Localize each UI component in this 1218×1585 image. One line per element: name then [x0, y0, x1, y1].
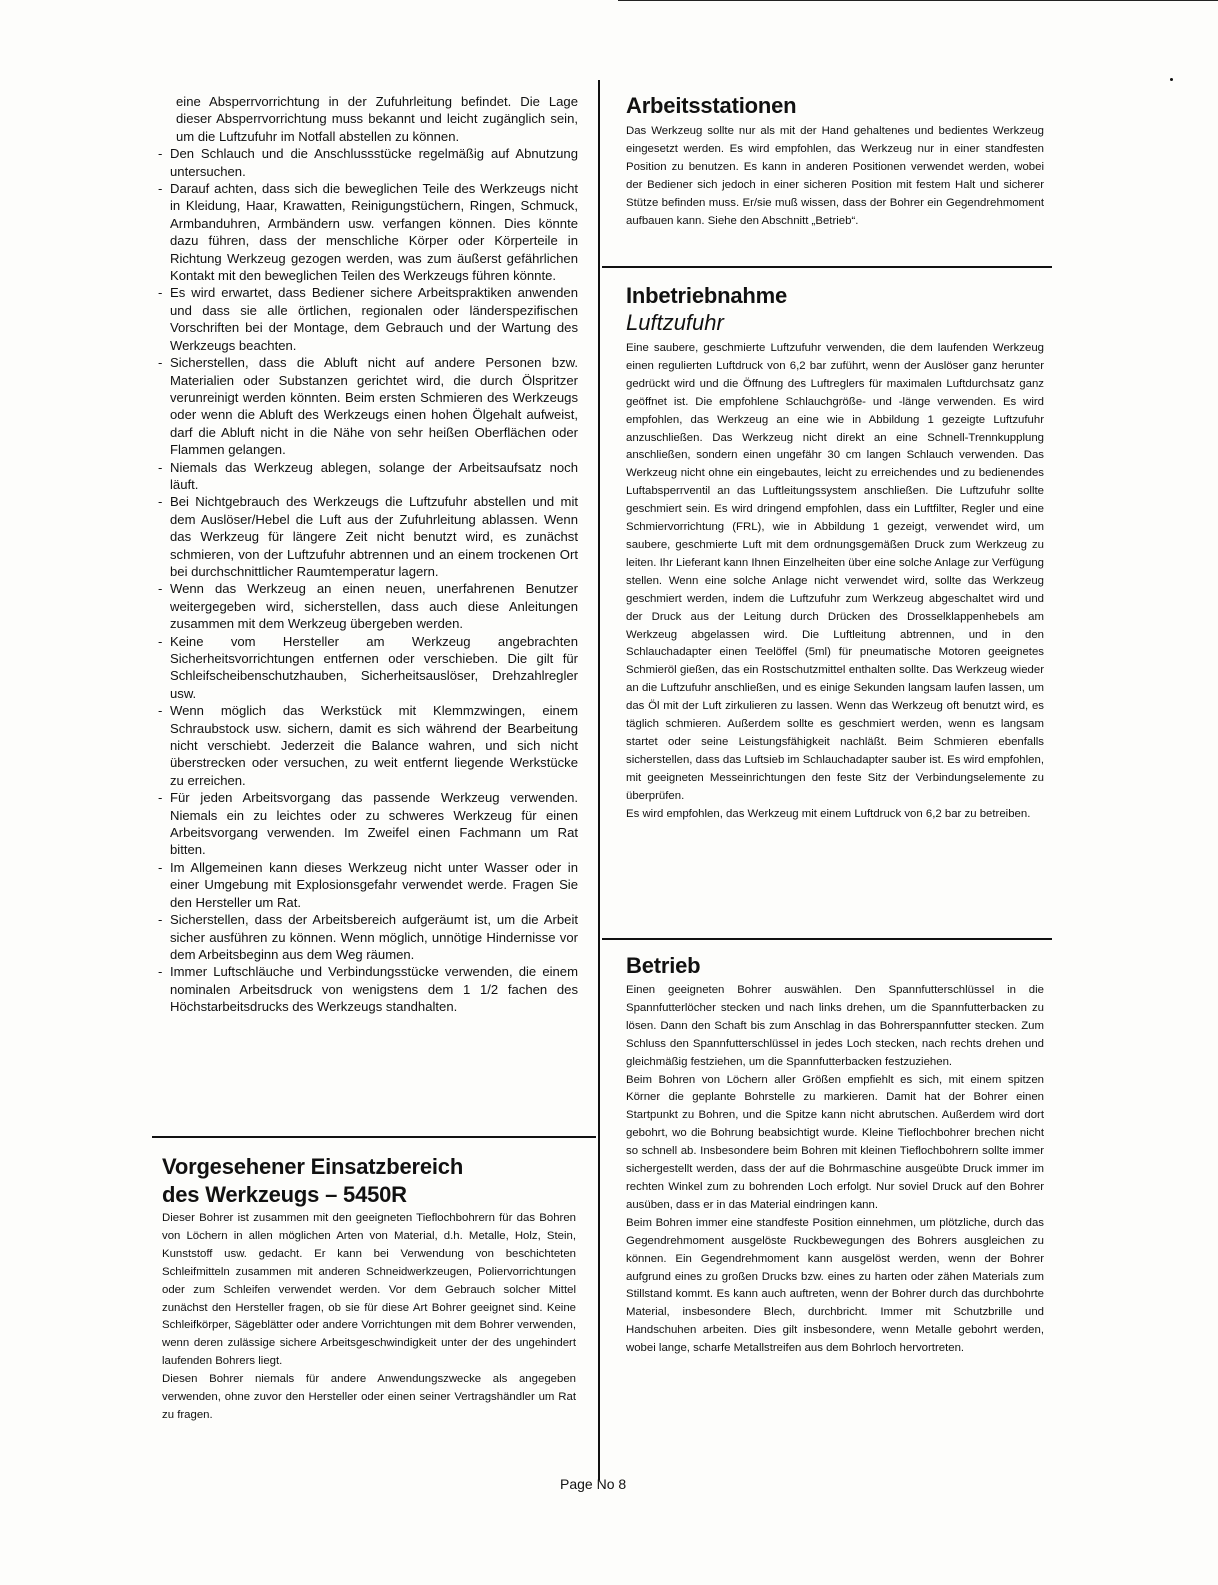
list-item — [158, 93, 578, 145]
paragraph: Das Werkzeug sollte nur als mit der Hand gehaltenes und bedientes Werkzeug eingesetzt werden. Es wird empfohlen, das Werkzeug nur in einer standfesten Position zu benutzen. Es kann in anderen Positionen verwendet werden, wobei der Bediener sich jedoch in einer sicheren Position mit festem Halt und sicherer Stütze befinden muss. Er/sie muß wissen, dass der Bohrer ein Gegendrehmoment aufbauen kann. Siehe den Abschnitt „Betrieb“. — [626, 125, 1044, 227]
list-item: - Keine vom Hersteller am Werkzeug angebrachten Sicherheitsvorrichtungen entfernen oder verschieben. Die gilt für Schleifscheibenschutzhauben, Sicherheitsauslöser, Drehzahlregler usw. — [158, 633, 578, 701]
paragraph: Es wird empfohlen, das Werkzeug mit einem Luftdruck von 6,2 bar zu betreiben. — [626, 807, 1031, 820]
section-rule — [602, 938, 1052, 940]
list-item: - Im Allgemeinen kann dieses Werkzeug nicht unter Wasser oder in einer Umgebung mit Explosionsgefahr verwendet werde. Fragen Sie den Hersteller um Rat. — [158, 859, 578, 910]
list-item-text: Wenn das Werkzeug an einen neuen, unerfahrenen Benutzer weitergegeben wird, sicherstellen, dass auch diese Anleitungen zusammen mit dem Werkzeug übergeben werden. — [170, 581, 578, 632]
list-item-text: Sicherstellen, dass der Arbeitsbereich aufgeräumt ist, um die Arbeit sicher ausführen zu können. Wenn möglich, unnötige Hindernisse vor dem Arbeitsbeginn aus dem Weg räumen. — [170, 912, 578, 962]
list-item: - Den Schlauch und die Anschlussstücke regelmäßig auf Abnutzung untersuchen. — [158, 146, 578, 179]
safety-list — [158, 93, 578, 1016]
list-item: - Bei Nichtgebrauch des Werkzeugs die Luftzufuhr abstellen und mit dem Auslöser/Hebel die Luft aus der Zufuhrleitung ablassen. Wenn das Werkzeug für längere Zeit nicht benutzt wird, es zunächst schmieren, von der Luftzufuhr abtrennen und an einem trockenen Ort bei durchschnittlicher Raumtemperatur lagern. — [158, 494, 578, 579]
section-rule — [602, 266, 1052, 268]
speck-mark — [1170, 78, 1173, 81]
list-item-text: Im Allgemeinen kann dieses Werkzeug nicht unter Wasser oder in einer Umgebung mit Explosionsgefahr verwendet werde. Fragen Sie den Hersteller um Rat. — [170, 859, 578, 910]
paragraph: Beim Bohren von Löchern aller Größen empfiehlt es sich, mit einem spitzen Körner die geplante Bohrstelle zu markieren. Damit hat der Bohrer einen Startpunkt zu Bohren, und die Spitze kann nicht abrutschen. Außerdem wird dort gebohrt, wo die Bohrung beabsichtigt wurde. Kleine Tieflochbohrer brechen nicht so schnell ab. Insbesondere beim Bohren mit kleinen Tieflochbohrern sollte immer sichergestellt werden, dass der auf die Bohrmaschine ausgeübte Druck immer im rechten Winkel zum zu bohrenden Loch erfolgt. Nur soviel Druck auf den Bohrer ausüben, dass er in das Material eindringen kann. — [626, 1073, 1044, 1211]
list-item: - Sicherstellen, dass der Arbeitsbereich aufgeräumt ist, um die Arbeit sicher ausführen zu können. Wenn möglich, unnötige Hindernisse vor dem Arbeitsbeginn aus dem Weg räumen. — [158, 912, 578, 962]
list-item-text: Für jeden Arbeitsvorgang das passende Werkzeug verwenden. Niemals ein zu leichtes oder zu schweres Werkzeug für einen Arbeitsvorgang verwenden. Im Zweifel einen Fachmann um Rat bitten. — [170, 790, 578, 858]
list-item: - Sicherstellen, dass die Abluft nicht auf andere Personen bzw. Materialien oder Substanzen gerichtet wird, die durch Ölspritzer verunreinigt werden könnten. Beim ersten Schmieren des Werkzeugs oder wenn die Abluft des Werkzeugs einen hohen Ölgehalt aufweist, darf die Abluft nicht in die Nähe von sehr heißen Oberflächen oder Flammen gelangen. — [158, 355, 578, 458]
section-einsatzbereich — [162, 1153, 576, 1425]
list-item-text: Es wird erwartet, dass Bediener sichere Arbeitspraktiken anwenden und dass sie alle örtlichen, regionalen oder länderspezifischen Vorschriften bei der Montage, dem Gebrauch und der Wartung des Werkzeugs beachten. — [170, 285, 578, 353]
list-item: - Darauf achten, dass sich die beweglichen Teile des Werkzeugs nicht in Kleidung, Haar, Krawatten, Reinigungstüchern, Ringen, Schmuck, Armbanduhren, Armbändern usw. verfangen können. Dies könnte dazu führen, dass der menschliche Körper oder Körperteile in Richtung Werkzeug gezogen werden, was zum äußerst gefährlichen Kontakt mit den beweglichen Teilen des Werkzeugs führen könnte. — [158, 181, 578, 284]
list-item-text: Niemals das Werkzeug ablegen, solange der Arbeitsaufsatz noch läuft. — [170, 459, 578, 492]
list-item: - Wenn das Werkzeug an einen neuen, unerfahrenen Benutzer weitergegeben wird, sicherstellen, dass auch diese Anleitungen zusammen mit dem Werkzeug übergeben werden. — [158, 581, 578, 632]
section-title: Arbeitsstationen — [626, 93, 797, 118]
paragraph: Dieser Bohrer ist zusammen mit den geeigneten Tieflochbohrern für das Bohren von Löchern in allen möglichen Arten von Material, d.h. Metalle, Holz, Stein, Kunststoff usw. gedacht. Er kann bei Verwendung von beschichteten Schleifmitteln zusammen mit anderen Schneidwerkzeugen, Poliervorrichtungen oder zum Schleifen verwendet werden. Vor dem Gebrauch solcher Mittel zunächst den Hersteller fragen, ob sie für diese Art Bohrer geeignet sind. Keine Schleifkörper, Sägeblätter oder andere Vorrichtungen mit dem Bohrer verwenden, wenn deren zulässige sichere Arbeitsgeschwindigkeit unter der des ungehindert laufenden Bohrers liegt. — [162, 1212, 576, 1368]
list-item: - Es wird erwartet, dass Bediener sichere Arbeitspraktiken anwenden und dass sie alle örtlichen, regionalen oder länderspezifischen Vorschriften bei der Montage, dem Gebrauch und der Wartung des Werkzeugs beachten. — [158, 285, 578, 353]
list-item: - Immer Luftschläuche und Verbindungsstücke verwenden, die einem nominalen Arbeitsdruck von wenigstens dem 1 1/2 fachen des Höchstarbeitsdrucks des Werkzeugs standhalten. — [158, 964, 578, 1015]
section-arbeitsstationen — [626, 92, 1044, 230]
section-inbetriebnahme — [626, 282, 1044, 823]
list-item-text: Wenn möglich das Werkstück mit Klemmzwingen, einem Schraubstock usw. sichern, damit es sich während der Bearbeitung nicht verschiebt. Jederzeit die Balance wahren, und sich nicht überstrecken oder versuchen, zu weit entfernt liegende Werkstücke zu erreichen. — [170, 703, 578, 788]
left-column — [158, 93, 578, 1016]
paragraph: Eine saubere, geschmierte Luftzufuhr verwenden, die dem laufenden Werkzeug einen regulierten Luftdruck von 6,2 bar zuführt, wenn der Auslöser ganz herunter gedrückt wird und die Öffnung des Luftreglers für maximalen Luftdurchsatz ganz geöffnet ist. Die empfohlene Schlauchgröße- und -länge verwenden. Es wird empfohlen, das Werkzeug an eine wie in Abbildung 1 gezeigte Luftzufuhr anzuschließen. Das Werkzeug nicht direkt an eine Schnell-Trennkupplung anschließen, sondern einen ungefähr 30 cm langen Schlauch verwenden. Das Werkzeug nicht ohne ein eingebautes, leicht zu erreichendes und zu bedienendes Luftabsperrventil an das Luftleitungssystem anschließen. Die Luftzufuhr sollte geschmiert sein. Es wird dringend empfohlen, dass ein Luftfilter, Regler und eine Schmiervorrichtung (FRL), wie in Abbildung 1 gezeigt, verwendet wird, um saubere, geschmierte Luft mit dem ordnungsgemäßen Druck zum Werkzeug zu leiten. Ihr Lieferant kann Ihnen Einzelheiten über eine solche Anlage zur Verfügung stellen. Wenn eine solche Anlage nicht verwendet wird, sollte das Werkzeug geschmiert werden, indem die Luftzufuhr zum Werkzeug abgeschaltet wird und der Druck aus der Leitung durch Drücken des Drosselklappenhebels am Werkzeug abgelassen wird. Die Luftleitung abtrennen, und in den Schlauchadapter einen Teelöffel (5ml) für pneumatische Motoren geeignetes Schmieröl gießen, das ein Rostschutzmittel enthalten sollte. Das Werkzeug wieder an die Luftzufuhr anschließen, und es einige Sekunden langsam laufen lassen, um das Öl mit der Luft zirkulieren zu lassen. Wenn das Werkzeug oft benutzt wird, es täglich schmieren. Außerdem sollte es geschmiert werden, wenn es langsam startet oder seine Leistungsfähigkeit nachläßt. Beim Schmieren ebenfalls sicherstellen, dass das Luftsieb im Schlauchadapter sauber ist. Es wird empfohlen, mit geeigneten Messeinrichtungen den feste Sitz der Verbindungselemente zu überprüfen. — [626, 342, 1044, 802]
section-betrieb — [626, 952, 1044, 1358]
list-item: - Niemals das Werkzeug ablegen, solange der Arbeitsaufsatz noch läuft. — [158, 459, 578, 492]
section-rule — [152, 1136, 596, 1138]
list-item: - Für jeden Arbeitsvorgang das passende Werkzeug verwenden. Niemals ein zu leichtes oder zu schweres Werkzeug für einen Arbeitsvorgang verwenden. Im Zweifel einen Fachmann um Rat bitten. — [158, 790, 578, 858]
paragraph: Beim Bohren immer eine standfeste Position einnehmen, um plötzliche, durch das Gegendrehmoment ausgelöste Ruckbewegungen des Bohrers ausgleichen zu können. Ein Gegendrehmoment kann ausgelöst werden, wenn der Bohrer aufgrund eines zu großen Drucks bzw. eines zu harten oder zähen Materials zum Stillstand kommt. Es kann auch auftreten, wenn der Bohrer durch das durchbohrte Material, insbesondere Blech, durchbricht. Immer mit Schutzbrille und Handschuhen arbeiten. Dies gilt insbesondere, wenn Metalle gebohrt werden, wobei lange, scharfe Metallstreifen aus dem Bohrloch hervortreten. — [626, 1216, 1044, 1355]
paragraph: Diesen Bohrer niemals für andere Anwendungszwecke als angegeben verwenden, ohne zuvor den Hersteller oder einen seiner Vertragshändler um Rat zu fragen. — [162, 1373, 576, 1421]
column-divider — [598, 80, 600, 1480]
list-item-text: Bei Nichtgebrauch des Werkzeugs die Luftzufuhr abstellen und mit dem Auslöser/Hebel die Luft aus der Zufuhrleitung ablassen. Wenn das Werkzeug für längere Zeit nicht benutzt wird, es zunächst schmieren, von der Luftzufuhr abtrennen und an einem trockenen Ort bei durchschnittlicher Raumtemperatur lagern. — [170, 494, 578, 579]
list-item-text: Keine vom Hersteller am Werkzeug angebrachten Sicherheitsvorrichtungen entfernen oder verschieben. Die gilt für Schleifscheibenschutzhauben, Sicherheitsauslöser, Drehzahlregler usw. — [170, 633, 578, 701]
list-item: - Wenn möglich das Werkstück mit Klemmzwingen, einem Schraubstock usw. sichern, damit es sich während der Bearbeitung nicht verschiebt. Jederzeit die Balance wahren, und sich nicht überstrecken oder versuchen, zu weit entfernt liegende Werkstücke zu erreichen. — [158, 703, 578, 788]
list-item-text: eine Absperrvorrichtung in der Zufuhrleitung befindet. Die Lage dieser Absperrvorrichtung muss bekannt und leicht zugänglich sein, um die Luftzufuhr im Notfall abstellen zu können. — [176, 94, 578, 144]
list-item-text: Den Schlauch und die Anschlussstücke regelmäßig auf Abnutzung untersuchen. — [170, 146, 578, 179]
list-item-text: Sicherstellen, dass die Abluft nicht auf andere Personen bzw. Materialien oder Substanzen gerichtet wird, die durch Ölspritzer verunreinigt werden könnten. Beim ersten Schmieren des Werkzeugs oder wenn die Abluft des Werkzeugs einen hohen Ölgehalt aufweist, darf die Abluft nicht in die Nähe von sehr heißen Oberflächen oder Flammen gelangen. — [170, 355, 578, 458]
section-title: Betrieb — [626, 953, 701, 978]
top-rule — [618, 0, 1218, 1]
list-item-text: Immer Luftschläuche und Verbindungsstücke verwenden, die einem nominalen Arbeitsdruck von wenigstens dem 1 1/2 fachen des Höchstarbeitsdrucks des Werkzeugs standhalten. — [170, 964, 578, 1015]
list-item-text: Darauf achten, dass sich die beweglichen Teile des Werkzeugs nicht in Kleidung, Haar, Krawatten, Reinigungstüchern, Ringen, Schmuck, Armbanduhren, Armbändern usw. verfangen können. Dies könnte dazu führen, dass der menschliche Körper oder Körperteile in Richtung Werkzeug gezogen werden, was zum äußerst gefährlichen Kontakt mit den beweglichen Teilen des Werkzeugs führen könnte. — [170, 181, 578, 284]
section-title: Vorgesehener Einsatzbereich des Werkzeugs – 5450R — [162, 1154, 464, 1207]
paragraph: Einen geeigneten Bohrer auswählen. Den Spannfutterschlüssel in die Spannfutterlöcher stecken und nach links drehen, um die Spannfutterbacken zu lösen. Dann den Schaft bis zum Anschlag in das Bohrerspannfutter stecken. Zum Schluss den Spannfutterschlüssel in jedes Loch stecken, nach rechts drehen und gleichmäßig festziehen, um die Spannfutterbacken festzuziehen. — [626, 984, 1044, 1068]
page-number: Page No 8 — [560, 1476, 627, 1492]
section-title: Inbetriebnahme — [626, 283, 788, 308]
section-subtitle: Luftzufuhr — [626, 310, 724, 335]
